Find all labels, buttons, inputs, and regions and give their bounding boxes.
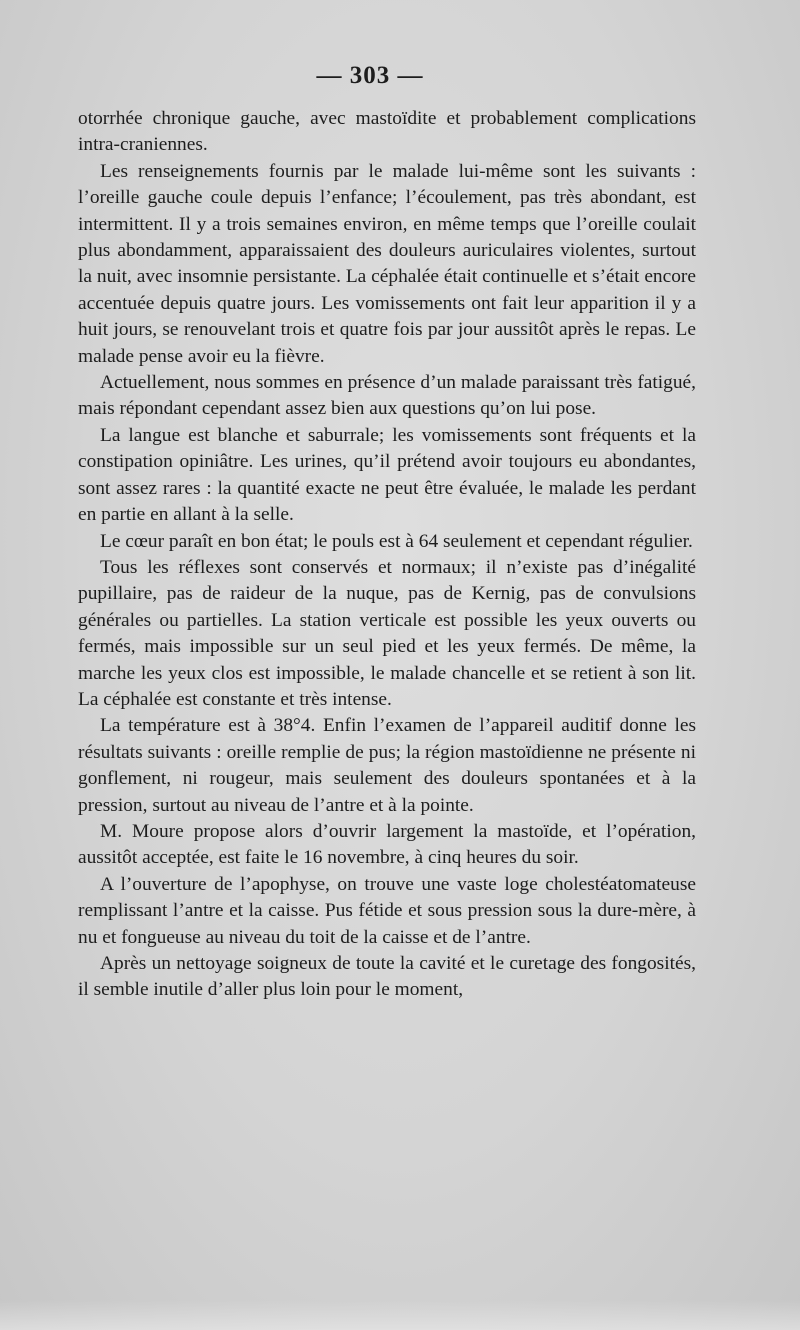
- paragraph-2: Les renseignements fournis par le malade lui-même sont les suivants : l’oreille gauche coule depuis l’enfance; l’écoulement, pas très abondant, est intermittent. Il y a trois semaines environ, en même temps que l’oreille coulait plus abondamment, apparaissaient des douleurs auriculaires violentes, surtout la nuit, avec insomnie persistante. La céphalée était continuelle et s’était encore accentuée depuis quatre jours. Les vomissements ont fait leur apparition il y a huit jours, se renouvelant trois et quatre fois par jour aussitôt après le repas. Le malade pense avoir eu la fièvre.: [78, 160, 696, 367]
- paragraph-6: Tous les réflexes sont conservés et normaux; il n’existe pas d’inégalité pupillaire, pas de raideur de la nuque, pas de Kernig, pas de convulsions générales ou partielles. La station verticale est possible les yeux ouverts ou fermés, mais impossible sur un seul pied et les yeux fermés. De même, la marche les yeux clos est impossible, le malade chancelle et se retient à son lit. La céphalée est constante et très intense.: [78, 556, 696, 710]
- paragraph-8: M. Moure propose alors d’ouvrir largement la mastoïde, et l’opération, aussitôt acceptée, est faite le 16 novembre, à cinq heures du soir.: [78, 820, 696, 869]
- body-text: [78, 106, 696, 1004]
- paragraph-9: A l’ouverture de l’apophyse, on trouve une vaste loge cholestéatomateuse remplissant l’antre et la caisse. Pus fétide et sous pression sous la dure-mère, à nu et fongueuse au niveau du toit de la caisse et de l’antre.: [78, 873, 696, 948]
- paragraph-1: otorrhée chronique gauche, avec mastoïdite et probablement complications intra-craniennes.: [78, 108, 696, 156]
- paragraph-3: Actuellement, nous sommes en présence d’un malade paraissant très fatigué, mais répondant cependant assez bien aux questions qu’on lui pose.: [78, 372, 696, 420]
- page-number: — 303 —: [316, 62, 424, 89]
- paragraph-5: Le cœur paraît en bon état; le pouls est à 64 seulement et cependant régulier.: [100, 530, 693, 552]
- paragraph-10: Après un nettoyage soigneux de toute la cavité et le curetage des fongosités, il semble inutile d’aller plus loin pour le moment,: [78, 953, 696, 1001]
- page-edge: [0, 1300, 800, 1330]
- paragraph-7: La température est à 38°4. Enfin l’examen de l’appareil auditif donne les résultats suivants : oreille remplie de pus; la région mastoïdienne ne présente ni gonflement, ni rougeur, mais seulement des douleurs spontanées et à la pression, surtout au niveau de l’antre et à la pointe.: [78, 715, 696, 816]
- paragraph-4: La langue est blanche et saburrale; les vomissements sont fréquents et la constipation opiniâtre. Les urines, qu’il prétend avoir toujours eu abondantes, sont assez rares : la quantité exacte ne peut être évaluée, le malade les perdant en partie en allant à la selle.: [78, 424, 696, 526]
